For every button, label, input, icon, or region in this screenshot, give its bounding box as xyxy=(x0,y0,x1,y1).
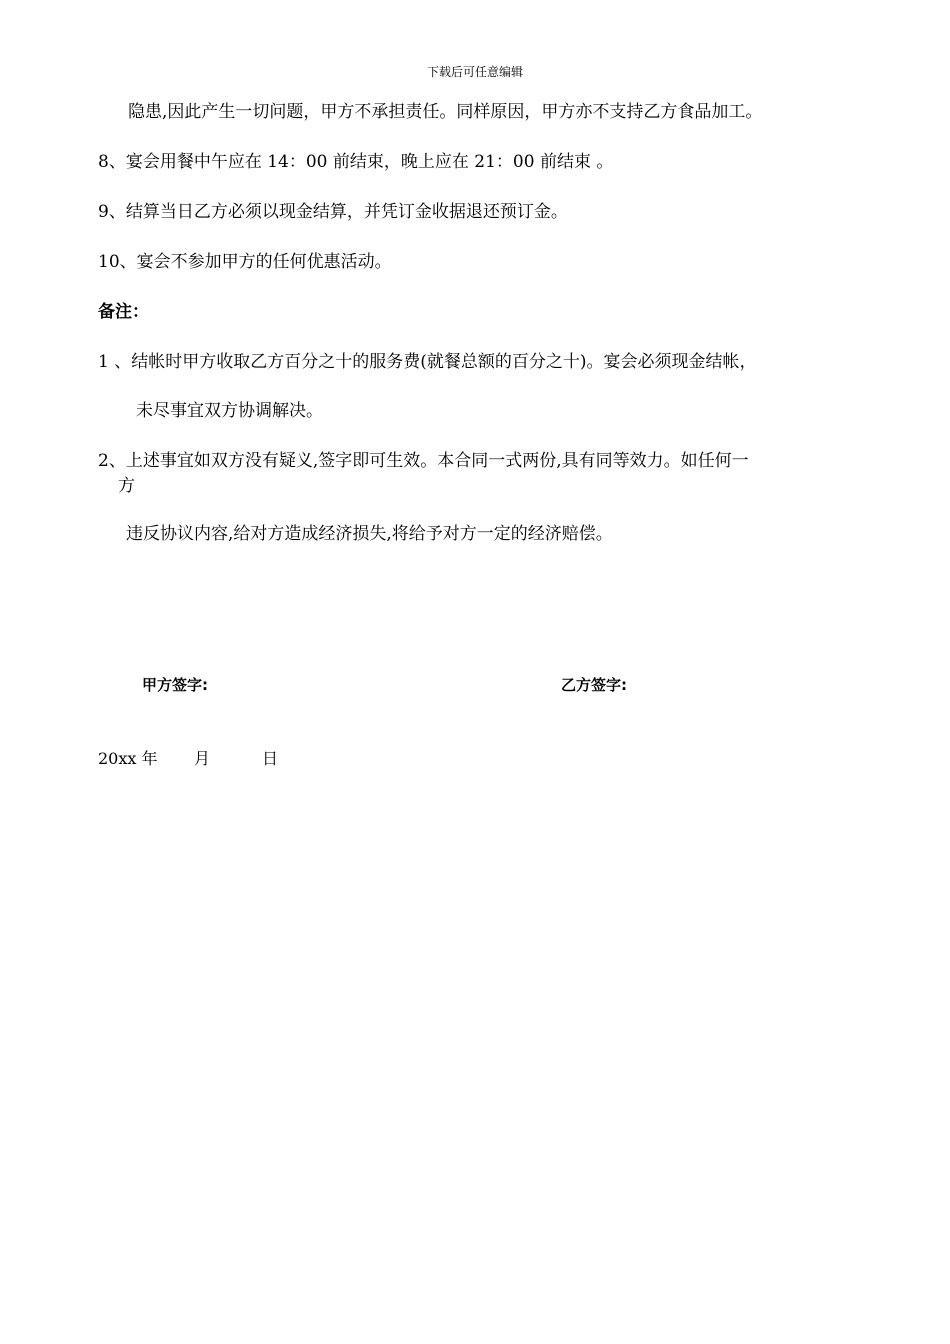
party-b-signature-label: 乙方签字: xyxy=(561,676,627,694)
header-note: 下载后可任意编辑 xyxy=(426,65,523,79)
remark-2-line-1: 2、上述事宜如双方没有疑义,签字即可生效。本合同一式两份,具有同等效力。如任何一 xyxy=(98,451,749,471)
remark-1-line-2: 未尽事宜双方协调解决。 xyxy=(136,401,323,421)
remark-2-line-3: 违反协议内容,给对方造成经济损失,将给予对方一定的经济赔偿。 xyxy=(126,524,613,544)
clause-9: 9、结算当日乙方必须以现金结算，并凭订金收据退还预订金。 xyxy=(98,202,568,222)
date-day: 日 xyxy=(262,749,279,768)
remark-1-line-1: 1 、结帐时甲方收取乙方百分之十的服务费(就餐总额的百分之十)。宴会必须现金结帐， xyxy=(98,352,757,372)
clause-8: 8、宴会用餐中午应在 14：00 前结束，晚上应在 21：00 前结束 。 xyxy=(98,152,614,172)
remark-2-line-2: 方 xyxy=(118,476,135,496)
date-year: 20xx 年 xyxy=(98,749,158,768)
date-month: 月 xyxy=(194,749,211,768)
paragraph-continuation: 隐患,因此产生一切问题，甲方不承担责任。同样原因，甲方亦不支持乙方食品加工。 xyxy=(128,102,763,122)
party-a-signature-label: 甲方签字: xyxy=(142,676,208,694)
remarks-heading: 备注： xyxy=(98,302,149,322)
clause-10: 10、宴会不参加甲方的任何优惠活动。 xyxy=(98,252,392,272)
